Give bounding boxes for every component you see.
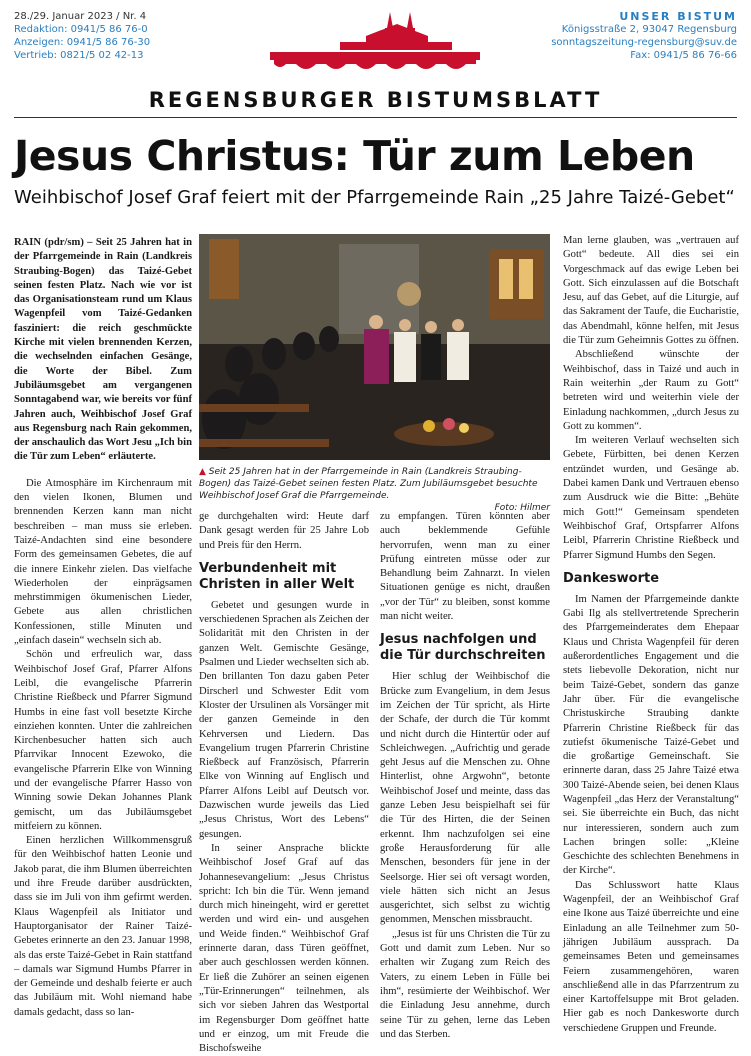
email: sonntagszeitung-regensburg@suv.de	[551, 37, 737, 48]
masthead-divider	[14, 117, 737, 118]
church-photo	[199, 234, 550, 460]
fax: Fax: 0941/5 86 76-66	[630, 50, 737, 61]
header-right	[551, 10, 737, 62]
congregation-image-icon	[199, 234, 550, 460]
article-subheadline: Weihbischof Josef Graf feiert mit der Pfarrgemeinde Rain „25 Jahre Taizé-Gebet“	[14, 187, 735, 208]
body-paragraph: ge durchgehalten wird: Heute darf Dank gesagt werden für 25 Jahre Lob und Preis für den Herrn.	[199, 511, 369, 551]
section-heading: Dankesworte	[563, 570, 660, 586]
section-label: UNSER BISTUM	[619, 10, 737, 23]
body-paragraph: Das Schlusswort hatte Klaus Wagenpfeil, der an Weihbischof Graf eine Ikone aus Taizé überreichte und eine Einladung an alle Teilnehmer zum 50-jährigen Jubiläum aussprach. Da gemeinsames Beten und gemeinsames Feiern zusammengehören, waren anschließend alle in das Pfarrzentrum zu einer Kartoffelsuppe mit Brot geladen. Hier gab es noch Dankesworte durch verschiedene Gruppen und Freunde.	[563, 879, 739, 1034]
column-3	[380, 510, 550, 1040]
contact-ads: Anzeigen: 0941/5 86 76-30	[14, 37, 151, 48]
address: Königsstraße 2, 93047 Regensburg	[561, 24, 737, 35]
contact-sales: Vertrieb: 0821/5 02 42-13	[14, 50, 144, 61]
article-headline: Jesus Christus: Tür zum Leben	[14, 132, 695, 180]
body-paragraph: Die Atmosphäre im Kirchenraum mit den vielen Ikonen, Blumen und brennenden Kerzen kann man nicht beschreiben – man muss sie erleben. Taizé-Andachten sind eine besondere Form des gemeinsamen Gebetes, die auf die innere Einkehr zielen. Das vielfache Wiederholen der einprägsamen mehrstimmigen ökumenischen Lieder, Gebete aus allen christlichen Konfessionen, stille Minuten und „einfach dasein“ wechseln sich ab.	[14, 477, 192, 647]
body-paragraph: Im weiteren Verlauf wechselten sich Gebete, Fürbitten, bei denen Kerzen entzündet wurden, und Gesänge ab. Dabei kamen Dank und Vertrauen ebenso zum Ausdruck wie die Bitte: „Behüte mich Gott!“ Gemeinsam spendeten Weihbischof Graf, Ortspfarrer Alfons Leibl, Pfarrerin Christine Rießbeck und Pfarrer Sigmund Humbs den Segen.	[563, 435, 740, 561]
body-paragraph: zu empfangen. Türen könnten aber auch beklemmende Gefühle hervorrufen, wenn man zu einer Prüfung eintreten müsse oder zur Behandlung beim Zahnarzt. In vielen Situationen genüge es nicht, draußen „vor der Tür“ zu bleiben, sonst komme man nicht weiter.	[380, 511, 550, 623]
lead-paragraph: RAIN (pdr/sm) – Seit 25 Jahren hat in der Pfarrgemeinde in Rain (Landkreis Straubing-Bogen) das Taizé-Gebet seinen festen Platz. Nach wie vor ist das Organisationsteam rund um Klaus Wagenpfeil vom Taizé-Gedanken fasziniert: die reich geschmückte Kirche mit vielen brennenden Kerzen, die wechselnden einfachen Gesänge, die Worte der Bibel. Zum Jubiläumsgebet am vergangenen Sonntagabend war, wie bereits vor fünf Jahren auch, Weihbischof Josef Graf aus Regensburg nach Rain gekommen, der anschaulich das Wort Jesu „Ich bin die Tür zum Leben“ erläuterte.	[14, 237, 192, 463]
section-heading: Jesus nachfolgen und die Tür durchschreiten	[380, 632, 546, 664]
body-paragraph: „Jesus ist für uns Christen die Tür zu Gott und damit zum Leben. Nur so erhalten wir Zugang zum Reich des Vaters, zu einem Leben in Fülle bei ihm“, resümierte der Weihbischof. Wer die Einladung Jesu annehme, durch seine Tür zu gehen, lerne das Leben und das Sterben.	[380, 928, 550, 1040]
column-1	[14, 236, 192, 1016]
body-paragraph: Schön und erfreulich war, dass Weihbischof Josef Graf, Pfarrer Alfons Leibl, die evangelische Pfarrerin Christine Rießbeck und Pfarrer Sigmund Humbs in eine fast voll besetzte Kirche einziehen konnten. Unter die zahlreichen Kirchenbesucher hatten sich auch Pfarrvikar Innocent Ezewoko, die evangelische Pfarrerin Elke von Winning und der evangelische Pfarrer Hasso von Winning sowie Dekan Johannes Plank gemischt, um das Jubiläumsgebet mitfeiern zu können.	[14, 649, 192, 832]
column-4	[563, 234, 740, 1034]
issue-date	[14, 10, 150, 62]
photo-caption	[199, 466, 550, 514]
issue-line: 28./29. Januar 2023 / Nr. 4	[14, 11, 147, 22]
contact-editorial: Redaktion: 0941/5 86 76-0	[14, 24, 148, 35]
caption-text: Seit 25 Jahren hat in der Pfarrgemeinde in Rain (Landkreis Straubing-Bogen) das Taizé-Gebet seinen festen Platz. Zum Jubiläumsgebet besuchte Weihbischof Josef Graf die Pfarrgemeinde.	[199, 467, 538, 501]
body-paragraph: Einen herzlichen Willkommensgruß für den Weihbischof hatten Leonie und Jakob parat, die ihm Blumen überreichten und ihre Freude darüber ausdrückten, dass sie im Juli von ihm gefirmt werden. Klaus Wagenpfeil als Initiator und Hauptorganisator der Rainer Taizé-Gebetes erinnerte an den 23. Januar 1998, als das erste Taizé-Gebet in Rain stattfand – damals war Sigmund Humbs Pfarrer in der Gemeinde und deshalb feierte er auch das Jubiläum mit. Wohl niemand habe damals gedacht, dass so lan-	[14, 835, 192, 1018]
masthead: REGENSBURGER BISTUMSBLATT	[148, 88, 603, 112]
cathedral-bridge-logo-icon	[270, 8, 480, 78]
caption-marker-icon: ▲	[199, 467, 206, 477]
column-2	[199, 510, 370, 1055]
body-paragraph: Im Namen der Pfarrgemeinde dankte Gabi Ilg als stellvertretende Sprecherin des Pfarrgemeinderates dem Ehepaar Klaus und Christa Wagenpfeil für deren außerordentliches Engagement und die stets liebevolle Dekoration, nicht nur beim Taizé-Gebet, sondern das ganze Jahr über. Für die evangelische Christuskirche Straubing dankte Pfarrerin Christine Rießbeck für das zutiefst ökumenische Taizé-Gebet und die großartige Gemeinschaft. Sie erinnerte daran, dass 25 Jahre Taizé etwa 300 Taizé-Abende seien, bei denen Klaus Wagenpfeil „das Herz der Veranstaltung“ sei. Sie überreichte ein Buch, das nicht nur interessieren, sondern auch zum Lachen bringen solle: „Kleine Geschichte des schlechten Benehmens in der Kirche“.	[563, 593, 739, 877]
body-paragraph: Gebetet und gesungen wurde in verschiedenen Sprachen als Zeichen der Solidarität mit den Christen in der ganzen Welt. Gemischte Gesänge, Psalmen und Lieder wechselten sich ab. Den brillanten Ton dazu gaben Peter Dirscherl und Schwester Edit vom Kloster der Ursulinen als Vorsänger mit der ganzen Gemeinde in den Kehrversen und Liedern. Das Evangelium trugen Pfarrerin Christine Rießbeck auf Französisch, Pfarrerin Elke von Winning auf Englisch und Pfarrer Alfons Leibl auf Deutsch vor. Dazwischen wurde jeweils das Lied „Jesus Christus, Wort des Lebens“ gesungen.	[199, 599, 370, 840]
body-paragraph: Hier schlug der Weihbischof die Brücke zum Evangelium, in dem Jesus im Zeichen der Tür spricht, als Hirte der Schafe, der durch die Tür kommt und nicht durch die Hintertür oder auf Schleichwegen. „Aufrichtig und gerade geht Jesus auf die Menschen zu. Ohne Hinterlist, ohne Argwohn“, betonte Weihbischof Josef und meinte, dass das ganze Leben Jesu beispielhaft sei für die Tür des Hirten, die der Seinen erkennt. Ihm nachzufolgen sei eine große Herausforderung für alle Menschen, besonders für jene in der Seelsorge. Hier sei oft versagt worden, viele hätten sich nicht an Jesus ausgerichtet, sich selbst zu wichtig genommen, Menschen missbraucht.	[380, 671, 550, 926]
photo-credit: Foto: Hilmer	[494, 503, 550, 513]
body-paragraph: In seiner Ansprache blickte Weihbischof Josef Graf auf das Johannesevangelium: „Jesus Christus spricht: Ich bin die Tür. Wenn jemand durch mich hineingeht, wird er gerettet werden und wird ein- und ausgehen und Weide finden.“ Weihbischof Graf erinnerte daran, dass Türen geöffnet, aber auch geschlossen werden können. Er ließ die Zuhörer an seinen eigenen „Tür-Erinnerungen“ teilnehmen, als sich vor sieben Jahren das Westportal im Regensburger Dom geöffnet hatte und er einzog, um mit Freude die Bischofsweihe	[199, 842, 369, 1055]
body-paragraph: Abschließend wünschte der Weihbischof, dass in Taizé und auch in Rain weiterhin „der Raum zu Gott“ betreten wird und weiterhin viele der Einladung nachkommen, „durch Jesus zu Gott zu kommen“.	[563, 349, 739, 432]
body-paragraph: Man lerne glauben, was „vertrauen auf Gott“ bedeute. All dies sei ein Vorgeschmack auf das ewige Leben bei Gott. Sich einzulassen auf die Botschaft Jesu, auf das Gebet, auf die Liturgie, auf das Sakrament der Taufe, die Eucharistie, das Abendmahl, könne helfen, mit Jesus die Tür zum Geheimnis Gottes zu öffnen.	[563, 235, 739, 347]
section-heading: Verbundenheit mit Christen in aller Welt	[199, 560, 355, 592]
